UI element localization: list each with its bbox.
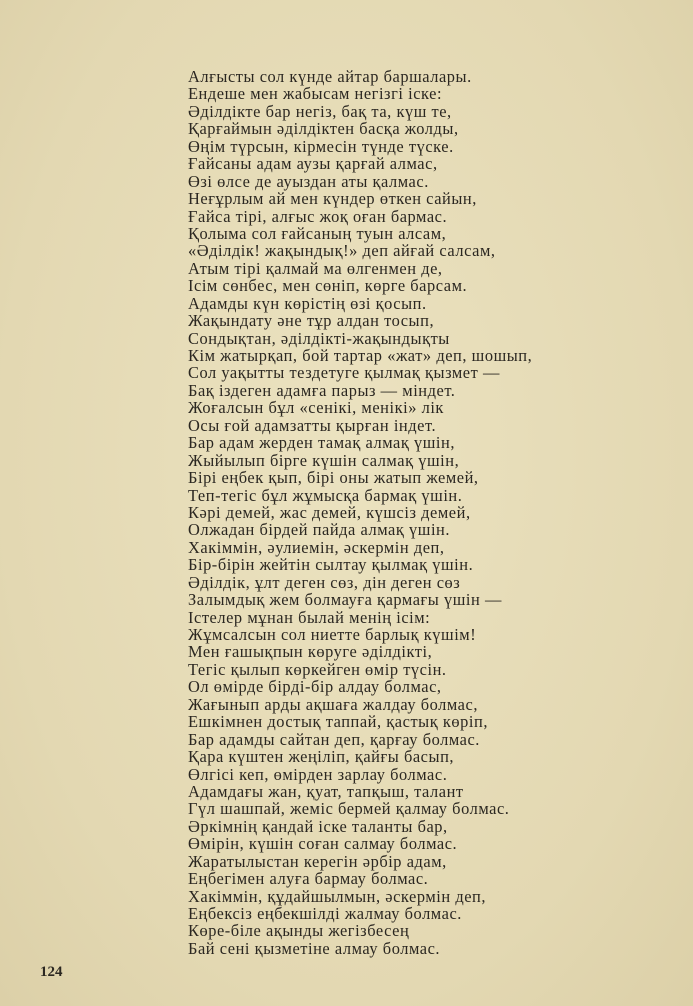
poem-line: Өлгісі кеп, өмірден зарлау болмас. [188, 764, 448, 784]
poem-line: Хакіммін, әулиемін, әскермін деп, [188, 537, 445, 557]
poem-line: Еңбегімен алуға бармау болмас. [188, 869, 429, 889]
poem-line: Осы ғой адамзатты қырған індет. [188, 415, 437, 435]
poem-line: Әділдік, ұлт деген сөз, дін деген сөз [188, 572, 461, 592]
poem-line: Ешкімнен достық таппай, қастық көріп, [188, 712, 488, 732]
poem-line: Бір-бірін жейтін сылтау қылмақ үшін. [188, 555, 474, 575]
poem-line: Бар адам жерден тамақ алмақ үшін, [188, 433, 456, 453]
poem-line: Хакіммін, құдайшылмын, әскермін деп, [188, 886, 487, 906]
poem-line: Өзі өлсе де ауыздан аты қалмас. [188, 171, 429, 191]
poem-line: Жоғалсын бұл «сенікі, менікі» лік [188, 398, 444, 418]
poem-line: Ғайса тірі, алғыс жоқ оған бармас. [188, 206, 448, 226]
poem-line: Бақ іздеген адамға парыз — міндет. [188, 380, 456, 400]
poem-line: Істелер мұнан былай менің ісім: [188, 607, 431, 627]
poem-line: Жаратылыстан керегін әрбір адам, [188, 851, 447, 871]
poem-line: Еңбексіз еңбекшілді жалмау болмас. [188, 904, 462, 923]
poem-line: Бар адамды сайтан деп, қарғау болмас. [188, 729, 480, 749]
poem-line: Залымдық жем болмауға қармағы үшін — [188, 590, 502, 610]
poem-text [188, 68, 532, 957]
poem-line: Гүл шашпай, жеміс бермей қалмау болмас. [188, 799, 510, 819]
poem-line: Ісім сөнбес, мен сөніп, көрге барсам. [188, 276, 468, 296]
poem-line: Жағынып арды ақшаға жалдау болмас, [188, 694, 478, 714]
poem-line: Алғысты сол күнде айтар баршалары. [188, 67, 472, 86]
poem-line: Адамды күн көрістің өзі қосып. [188, 293, 427, 313]
poem-line: Әділдікте бар негіз, бақ та, күш те, [188, 101, 452, 121]
poem-line: Атым тірі қалмай ма өлгенмен де, [188, 258, 443, 278]
poem-line: Кім жатырқап, бой тартар «жат» деп, шошып, [188, 346, 533, 365]
poem-line: Бірі еңбек қып, бірі оны жатып жемей, [188, 468, 479, 488]
poem-line: Жыйылып бірге күшін салмақ үшін, [188, 450, 460, 470]
poem-line: Бай сені қызметіне алмау болмас. [188, 938, 441, 958]
poem-line: Өңім түрсын, кірмесін түнде түске. [188, 136, 454, 156]
poem-line: Мен ғашықпын көруге әділдікті, [188, 642, 433, 662]
poem-line: Ендеше мен жабысам негізгі іске: [188, 84, 443, 104]
poem-line: Жақындату әне тұр алдан тосып, [188, 311, 435, 331]
poem-line: Қарғаймын әділдіктен басқа жолды, [188, 119, 459, 139]
poem-line: Жұмсалсын сол ниетте барлық күшім! [188, 625, 477, 644]
poem-line: Өмірін, күшін соған салмау болмас. [188, 834, 458, 854]
poem-line: Көре-біле ақынды жегізбесең [188, 921, 410, 941]
poem-line: «Әділдік! жақындық!» деп айғай салсам, [188, 241, 496, 261]
poem-line: Әркімнің қандай іске таланты бар, [188, 816, 448, 836]
poem-line: Ғайсаны адам аузы қарғай алмас, [188, 154, 438, 174]
poem-line: Теп-тегіс бұл жұмысқа бармақ үшін. [188, 485, 463, 505]
poem-line: Қолыма сол ғайсаның туын алсам, [188, 223, 447, 243]
poem-line: Сондықтан, әділдікті-жақындықты [188, 328, 450, 348]
poem-line: Кәрі демей, жас демей, күшсіз демей, [188, 502, 471, 522]
poem-line: Адамдағы жан, қуат, тапқыш, талант [188, 781, 464, 801]
poem-line: Олжадан бірдей пайда алмақ үшін. [188, 520, 451, 540]
poem-line: Неғұрлым ай мен күндер өткен сайын, [188, 189, 477, 209]
poem-line: Ол өмірде бірді-бір алдау болмас, [188, 677, 442, 697]
poem-line: Қара күштен жеңіліп, қайғы басып, [188, 747, 455, 767]
poem-line: Сол уақытты тездетуге қылмақ қызмет — [188, 363, 500, 383]
poem-line: Тегіс қылып көркейген өмір түсін. [188, 659, 447, 679]
page-number: 124 [40, 964, 63, 980]
